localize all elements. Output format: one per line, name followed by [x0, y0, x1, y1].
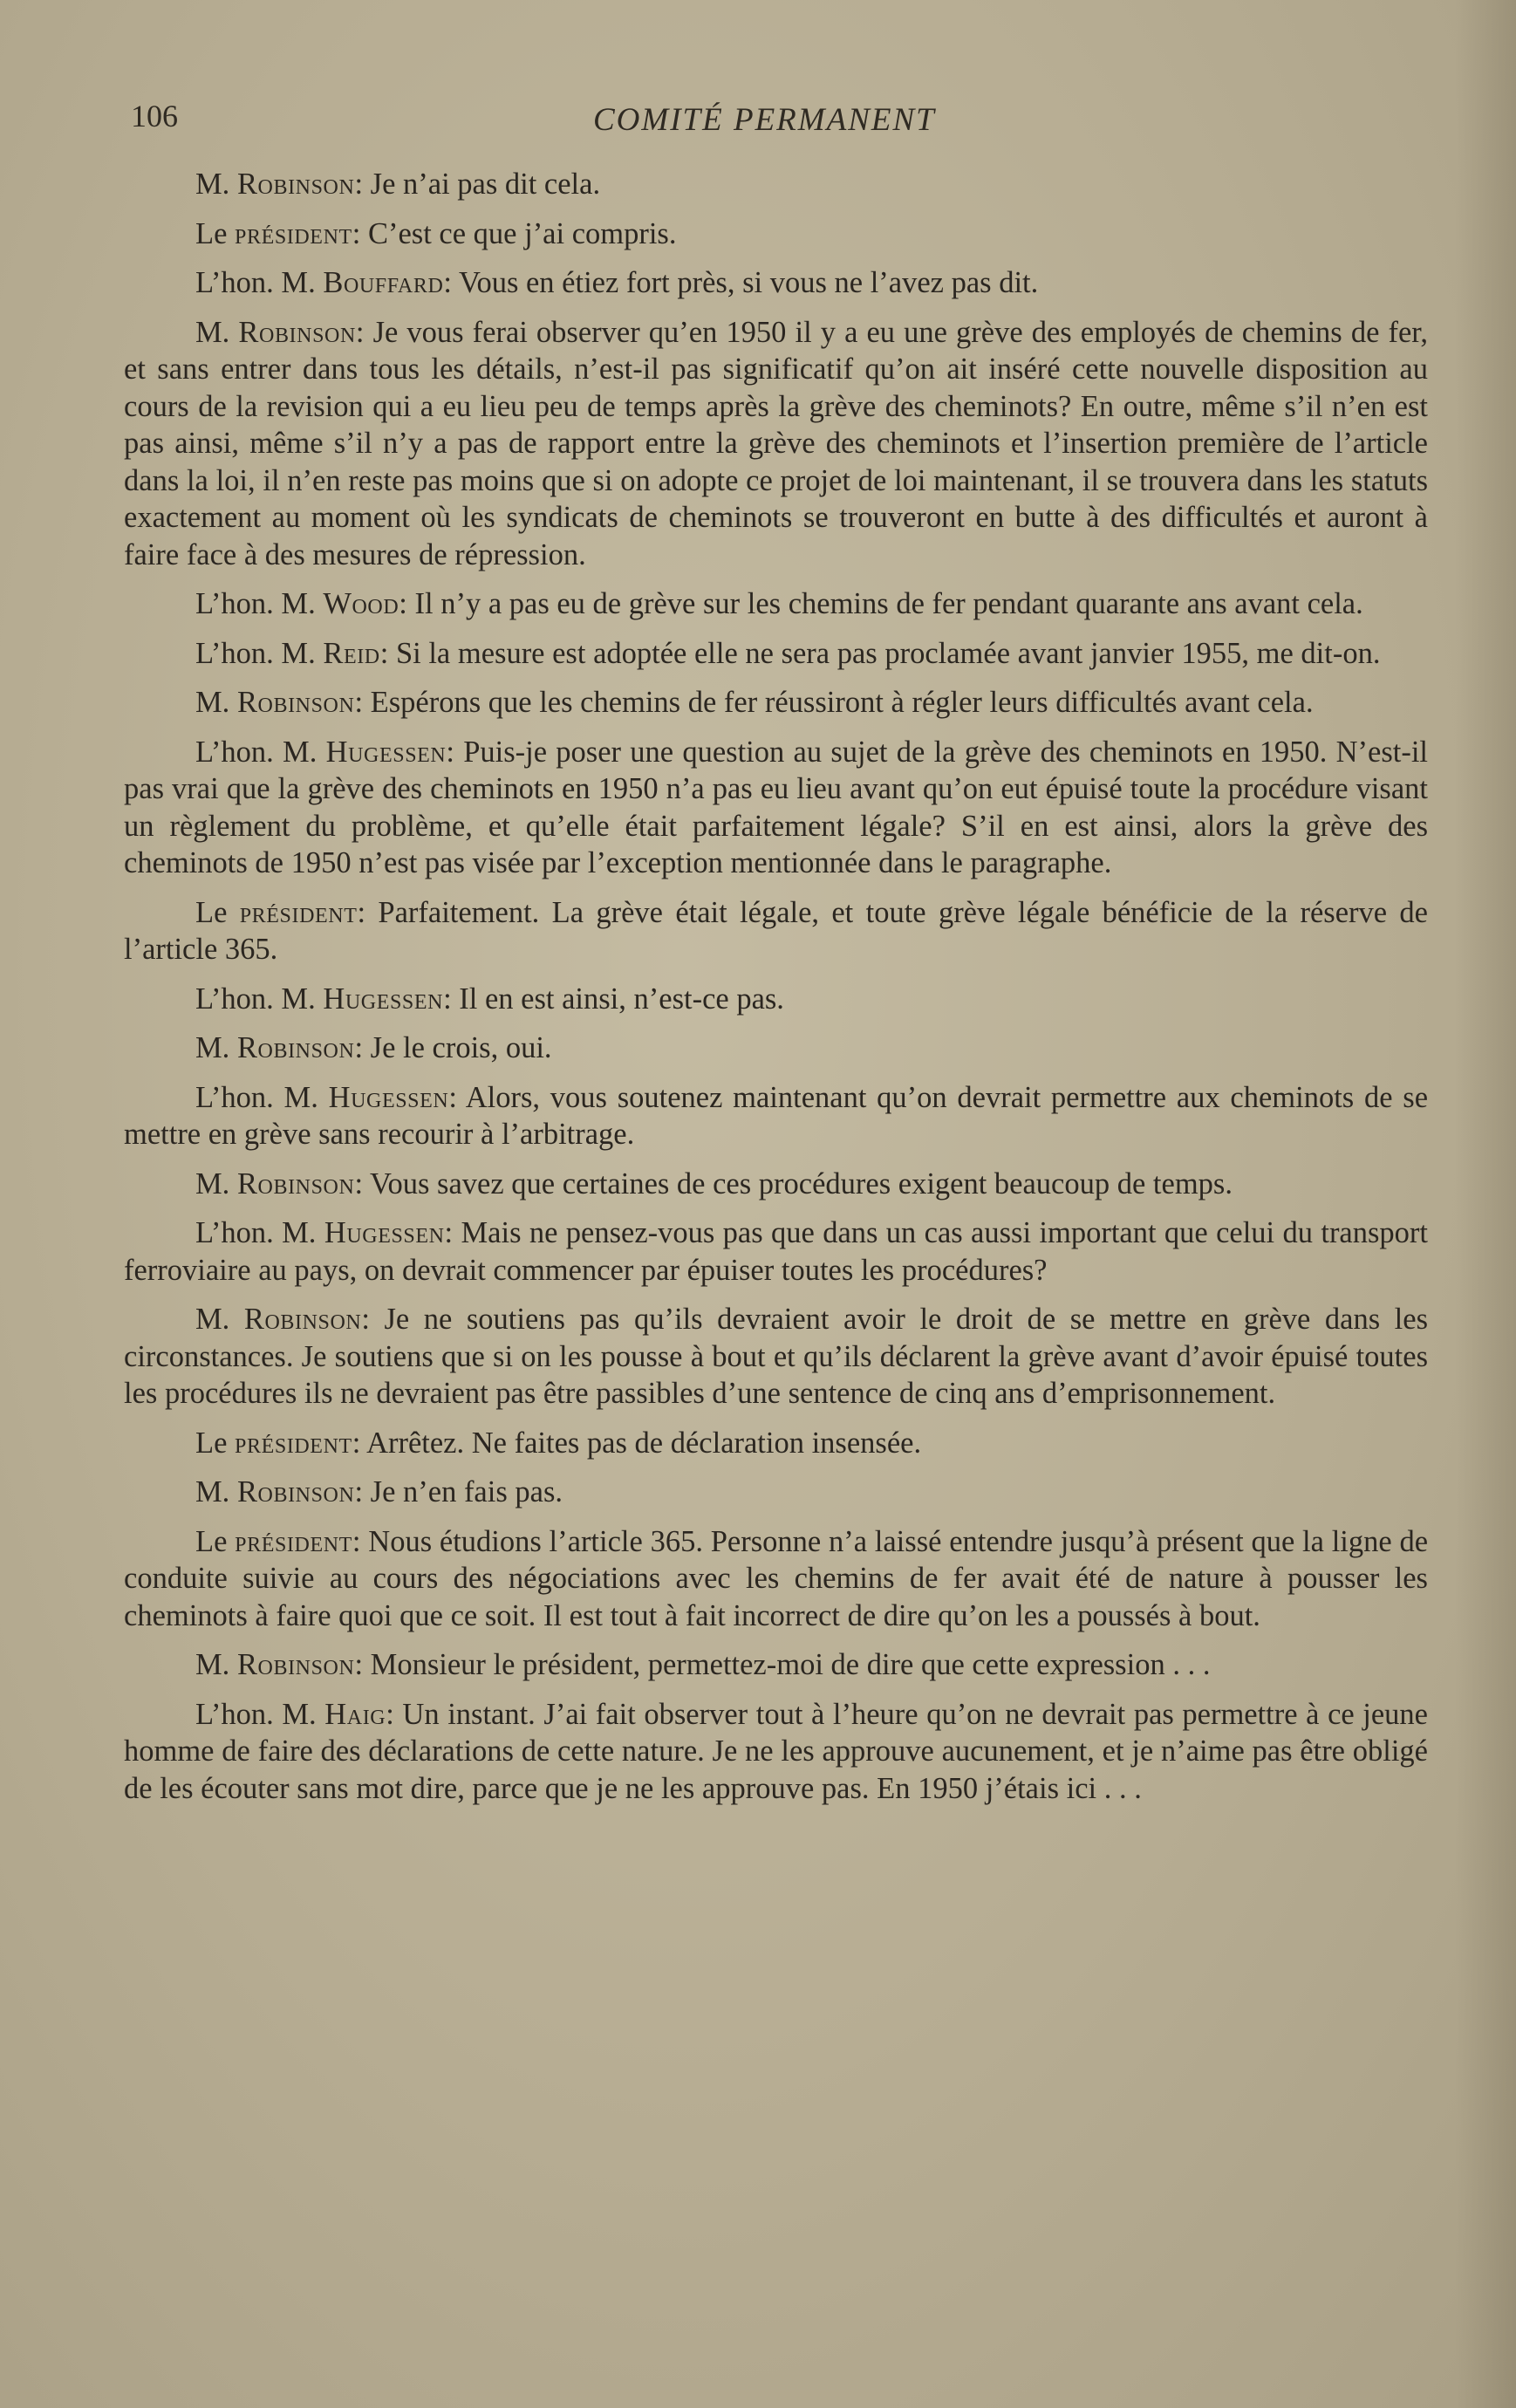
speaker-prefix: L’hon. M.	[195, 735, 318, 769]
speaker-name: Robinson	[236, 1166, 355, 1201]
speech-text: : C’est ce que j’ai compris.	[352, 216, 677, 250]
speaker-name: Robinson	[236, 1475, 355, 1508]
speech-text: : Il n’y a pas eu de grève sur les chemins de fer pendant quarante ans avant cela.	[399, 587, 1363, 620]
speaker-name: président	[239, 895, 358, 929]
speech-paragraph	[124, 314, 1428, 574]
page-edge-shadow	[1455, 0, 1516, 2408]
speech-paragraph	[124, 264, 1428, 302]
speaker-name: Wood	[323, 587, 399, 620]
speech-paragraph	[124, 1474, 1428, 1511]
speech-paragraph	[124, 981, 1428, 1018]
speaker-prefix: L’hon. M.	[195, 636, 316, 670]
speaker-name: Robinson	[236, 1648, 355, 1681]
speech-paragraph	[124, 1696, 1428, 1808]
speaker-name: Hugessen	[323, 982, 444, 1016]
speaker-name: Hugessen	[325, 735, 447, 769]
speech-text: : Je n’en fais pas.	[354, 1475, 563, 1508]
speaker-prefix: M.	[195, 168, 230, 201]
speaker-prefix: Le	[195, 1426, 228, 1460]
speech-text: : Vous savez que certaines de ces procédures exigent beaucoup de temps.	[354, 1166, 1233, 1201]
speech-text: : Vous en étiez fort près, si vous ne l’avez pas dit.	[443, 266, 1039, 299]
speaker-name: Robinson	[236, 168, 355, 201]
page-header	[131, 98, 1431, 150]
speech-paragraph	[124, 1166, 1428, 1203]
speech-text: : Je ne soutiens pas qu’ils devraient avoir le droit de se mettre en grève dans les circonstances. Je soutiens que si on les pousse à bout et qu’ils déclarent la grève avant d’avoir épuisé toutes les procédures ils ne devraient pas être passibles d’une sentence de cinq ans d’emprisonnement.	[124, 1303, 1429, 1410]
speech-paragraph	[124, 1030, 1428, 1067]
speaker-name: Hugessen	[328, 1080, 449, 1114]
speaker-name: président	[235, 1426, 352, 1460]
speech-text: : Nous étudions l’article 365. Personne n’a laissé entendre jusqu’à présent que la ligne de conduite suivie au cours des négociations avec les chemins de fer avait été de nature à pousser les cheminots à faire quoi que ce soit. Il est tout à fait incorrect de dire qu’on les a poussés à bout.	[124, 1524, 1429, 1632]
speaker-prefix: M.	[195, 1031, 230, 1064]
speech-paragraph	[124, 215, 1428, 253]
speech-paragraph	[124, 1523, 1428, 1635]
speech-paragraph	[124, 734, 1428, 882]
speaker-prefix: L’hon. M.	[195, 587, 316, 620]
speech-text: : Puis-je poser une question au sujet de la grève des cheminots en 1950. N’est-il pas vrai que la grève des cheminots en 1950 n’a pas eu lieu avant qu’on eut épuisé toute la procédure visant un règlement du problème, et qu’elle était parfaitement légale? S’il en est ainsi, alors la grève des cheminots de 1950 n’est pas visée par l’exception mentionnée dans le paragraphe.	[124, 735, 1429, 879]
speaker-prefix: M.	[195, 1475, 230, 1508]
speech-paragraph	[124, 1301, 1428, 1413]
speaker-prefix: Le	[195, 895, 228, 929]
speaker-prefix: L’hon. M.	[195, 266, 316, 299]
speech-text: : Un instant. J’ai fait observer tout à l’heure qu’on ne devrait pas permettre à ce jeune homme de faire des déclarations de cette nature. Je ne les approuve aucunement, et je n’aime pas être obligé de les écouter sans mot dire, parce que je ne les approuve pas. En 1950 j’étais ici . . .	[124, 1697, 1428, 1805]
speaker-prefix: L’hon. M.	[195, 1216, 317, 1249]
speech-text: : Arrêtez. Ne faites pas de déclaration insensée.	[352, 1426, 922, 1460]
speech-text: : Espérons que les chemins de fer réussiront à régler leurs difficultés avant cela.	[354, 686, 1314, 719]
speaker-prefix: M.	[195, 315, 230, 349]
speech-paragraph	[124, 585, 1428, 623]
speaker-name: président	[235, 216, 352, 250]
speaker-prefix: Le	[195, 1524, 228, 1558]
speaker-name: Bouffard	[323, 266, 444, 299]
running-title: COMITÉ PERMANENT	[593, 102, 936, 138]
speaker-name: Haig	[324, 1697, 386, 1731]
speaker-name: Reid	[323, 636, 380, 670]
speaker-prefix: L’hon. M.	[195, 1080, 318, 1114]
speech-paragraph	[124, 166, 1428, 203]
speech-text: : Je n’ai pas dit cela.	[354, 168, 601, 201]
speech-paragraph	[124, 894, 1428, 968]
speech-text: : Monsieur le président, permettez-moi de dire que cette expression . . .	[354, 1648, 1211, 1681]
speech-paragraph	[124, 635, 1428, 673]
speech-paragraph	[124, 1214, 1428, 1289]
speech-paragraph	[124, 1646, 1428, 1684]
speech-text: : Parfaitement. La grève était légale, et toute grève légale bénéficie de la réserve de l’article 365.	[124, 895, 1428, 966]
transcript-body	[124, 166, 1428, 1819]
speech-text: : Si la mesure est adoptée elle ne sera pas proclamée avant janvier 1955, me dit-on.	[379, 636, 1381, 670]
speech-text: : Il en est ainsi, n’est-ce pas.	[443, 982, 784, 1016]
speech-paragraph	[124, 1425, 1428, 1462]
speaker-prefix: M.	[195, 1166, 230, 1201]
speaker-name: président	[235, 1524, 352, 1558]
speech-paragraph	[124, 1079, 1428, 1153]
speaker-prefix: M.	[195, 1303, 230, 1336]
speaker-prefix: Le	[195, 216, 228, 250]
speech-text: : Alors, vous soutenez maintenant qu’on devrait permettre aux cheminots de se mettre en grève sans recourir à l’arbitrage.	[124, 1080, 1429, 1151]
speaker-name: Robinson	[238, 315, 356, 349]
speaker-name: Robinson	[243, 1303, 362, 1336]
speaker-prefix: L’hon. M.	[195, 982, 316, 1016]
page-number: 106	[131, 99, 178, 133]
speech-paragraph	[124, 684, 1428, 722]
speaker-name: Robinson	[236, 686, 355, 719]
speech-text: : Je le crois, oui.	[354, 1031, 552, 1064]
speaker-prefix: M.	[195, 686, 230, 719]
speech-text: : Mais ne pensez-vous pas que dans un cas aussi important que celui du transport ferroviaire au pays, on devrait commencer par épuiser toutes les procédures?	[124, 1216, 1428, 1287]
speaker-name: Hugessen	[324, 1216, 445, 1249]
speech-text: : Je vous ferai observer qu’en 1950 il y a eu une grève des employés de chemins de fer, et sans entrer dans tous les détails, n’est-il pas significatif qu’on ait inséré cette nouvelle disposition au cours de la revision qui a eu lieu peu de temps après la grève des cheminots? En outre, même s’il n’en est pas ainsi, même s’il n’y a pas de rapport entre la grève des cheminots et l’insertion première de l’article dans la loi, il n’en reste pas moins que si on adopte ce projet de loi maintenant, il se trouvera dans les statuts exactement au moment où les syndicats de cheminots se trouveront en butte à des difficultés et auront à faire face à des mesures de répression.	[124, 315, 1428, 571]
speaker-prefix: L’hon. M.	[195, 1697, 317, 1731]
speaker-name: Robinson	[236, 1031, 355, 1064]
speaker-prefix: M.	[195, 1648, 230, 1681]
